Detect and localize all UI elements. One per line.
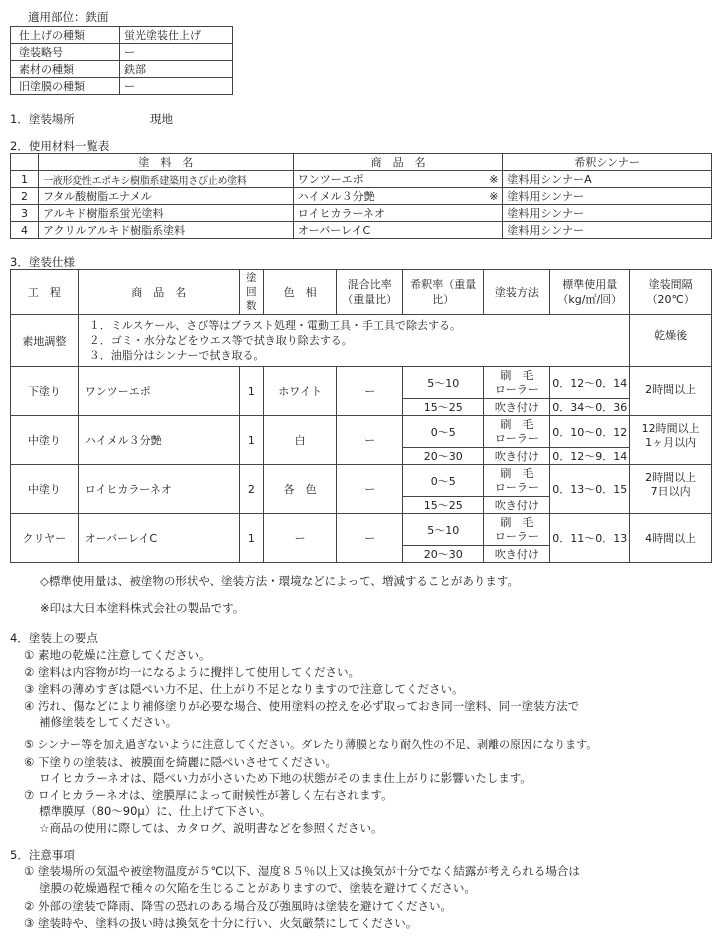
spec-process-header: 工 程 (11, 270, 79, 315)
spec-mix: ー (337, 465, 403, 514)
spec-usage-header (550, 270, 630, 315)
materials-no: 2 (11, 188, 39, 205)
spec-color: ー (263, 514, 337, 563)
spec-method: 刷 毛 ローラー (484, 416, 550, 448)
spec-product: ハイメル３分艶 (78, 416, 239, 465)
spec-usage-header-line1: 標準使用量 (562, 278, 618, 291)
materials-no: 3 (11, 205, 39, 222)
applied-area: 適用部位：鉄面 (28, 10, 109, 24)
spec-prep-interval: 乾燥後 (630, 315, 712, 367)
materials-mark (483, 222, 503, 239)
materials-no: 1 (11, 171, 39, 188)
info-row (11, 61, 233, 78)
product-mark-note: ※印は大日本塗料株式会社の製品です。 (40, 601, 245, 615)
spec-coats-header: 塗回数 (239, 270, 263, 315)
section2-title: 2．使用材料一覧表 (10, 139, 110, 153)
spec-step-row (11, 416, 712, 448)
materials-no: 4 (11, 222, 39, 239)
spec-interval-header (630, 270, 712, 315)
materials-paint: アルキド樹脂系蛍光塗料 (38, 205, 293, 222)
spec-interval: 2時間以上 7日以内 (630, 465, 712, 514)
spec-mix-header: 混合比率（重量比） (337, 270, 403, 315)
materials-row (11, 171, 712, 188)
info-row (11, 78, 233, 95)
info-key: 旧塗膜の種類 (11, 78, 120, 95)
spec-interval-header-line1: 塗装間隔 (648, 278, 693, 291)
spec-prep-row (11, 315, 712, 367)
spec-step-row (11, 367, 712, 399)
spec-dilution: 5〜10 (402, 514, 484, 546)
materials-paint: フタル酸樹脂エナメル (38, 188, 293, 205)
spec-interval: 12時間以上 1ヶ月以内 (630, 416, 712, 465)
spec-method: 吹き付け (484, 546, 550, 563)
spec-usage: 0．12〜0．14 (550, 367, 630, 399)
spec-coats: 2 (239, 465, 263, 514)
spec-step-row (11, 514, 712, 546)
materials-paint: アクリルアルキド樹脂系塗料 (38, 222, 293, 239)
section4-point: ⑥ 下塗りの塗装は、被膜面を綺麗に隠ぺいさせてください。 (24, 755, 337, 769)
spec-color: ホワイト (263, 367, 337, 416)
spec-prep-line: ３．油脂分はシンナーで拭き取る。 (88, 349, 265, 362)
spec-dilution: 20〜30 (402, 448, 484, 465)
spec-process: クリヤー (11, 514, 79, 563)
info-value: ー (120, 78, 233, 95)
spec-method: 吹き付け (484, 399, 550, 416)
spec-product: ワンツーエポ (78, 367, 239, 416)
section4-point: 標準膜厚（80〜90μ）に、仕上げて下さい。 (24, 804, 272, 818)
info-key: 仕上げの種類 (11, 27, 120, 44)
section5-point: ③ 塗装時や、塗料の扱い時は換気を十分に行い、火気厳禁にしてください。 (24, 916, 418, 930)
spec-dilution: 20〜30 (402, 546, 484, 563)
materials-table (10, 153, 712, 239)
spec-usage: 0．13〜0．15 (550, 465, 630, 514)
section4-point: ② 塗料は内容物が均一になるように攪拌して使用してください。 (24, 665, 360, 679)
spec-dilution: 0〜5 (402, 465, 484, 497)
section4-point: ⑦ ロイヒカラーネオは、塗膜厚によって耐候性が著しく左右されます。 (24, 788, 393, 802)
spec-interval: 2時間以上 (630, 367, 712, 416)
info-key: 素材の種類 (11, 61, 120, 78)
materials-product: ワンツーエポ (293, 171, 483, 188)
materials-product-header: 商 品 名 (293, 154, 503, 171)
section5-point: 塗膜の乾燥過程で種々の欠陥を生じることがありますので、塗装を避けてください。 (24, 881, 476, 895)
spec-color-header: 色 相 (263, 270, 337, 315)
spec-process: 下塗り (11, 367, 79, 416)
section5-title: 5．注意事項 (10, 848, 75, 862)
section5-point: ① 塗装場所の気温や被塗物温度が５℃以下、湿度８５％以上又は換気が十分でなく結露が考えられる場合は (24, 864, 580, 878)
materials-product: ハイメル３分艶 (293, 188, 483, 205)
spec-process: 中塗り (11, 416, 79, 465)
spec-color: 各 色 (263, 465, 337, 514)
spec-table (10, 269, 712, 563)
info-table (10, 26, 233, 95)
spec-dilution: 15〜25 (402, 399, 484, 416)
spec-coats: 1 (239, 514, 263, 563)
spec-usage: 0．11〜0．13 (550, 514, 630, 563)
section1-title: 1．塗装場所 (10, 112, 75, 126)
materials-thinner: 塗料用シンナーA (503, 171, 712, 188)
spec-interval: 4時間以上 (630, 514, 712, 563)
spec-mix: ー (337, 514, 403, 563)
section4-point: 補修塗装をしてください。 (24, 715, 178, 729)
spec-method-header: 塗装方法 (484, 270, 550, 315)
materials-mark: ※ (483, 171, 503, 188)
section4-point: ロイヒカラーネオは、隠ぺい力が小さいため下地の状態がそのまま仕上がりに影響いたします。 (24, 771, 532, 785)
spec-process: 中塗り (11, 465, 79, 514)
materials-mark (483, 205, 503, 222)
section4-point: ⑤ シンナー等を加え過ぎないように注意してください。ダレたり薄膜となり耐久性の不足、剥離の原因になります。 (24, 738, 598, 751)
spec-step-row (11, 465, 712, 497)
spec-prep-process: 素地調整 (11, 315, 79, 367)
materials-paint-header: 塗 料 名 (38, 154, 293, 171)
spec-coats: 1 (239, 416, 263, 465)
spec-color: 白 (263, 416, 337, 465)
materials-header-row (11, 154, 712, 171)
section4-point: ① 素地の乾燥に注意してください。 (24, 648, 211, 662)
materials-product: ロイヒカラーネオ (293, 205, 483, 222)
spec-method: 刷 毛 ローラー (484, 514, 550, 546)
materials-no-header (11, 154, 39, 171)
spec-prep-line: １．ミルスケール、さび等はブラスト処理・電動工具・手工具で除去する。 (88, 319, 461, 332)
section3-title: 3．塗装仕様 (10, 255, 75, 269)
materials-mark: ※ (483, 188, 503, 205)
spec-method: 刷 毛 ローラー (484, 367, 550, 399)
usage-note: ◇標準使用量は、被塗物の形状や、塗装方法・環境などによって、増減することがあります。 (40, 574, 519, 588)
materials-product: オーバーレイC (293, 222, 483, 239)
info-value: 鉄部 (120, 61, 233, 78)
spec-product: ロイヒカラーネオ (78, 465, 239, 514)
materials-row (11, 205, 712, 222)
info-row (11, 27, 233, 44)
section4-point: ④ 汚れ、傷などにより補修塗りが必要な場合、使用塗料の控えを必ず取っておき同一塗料、同一塗装方法で (24, 699, 580, 713)
info-key: 塗装略号 (11, 44, 120, 61)
info-value: 蛍光塗装仕上げ (120, 27, 233, 44)
materials-thinner: 塗料用シンナー (503, 205, 712, 222)
spec-product-header: 商 品 名 (78, 270, 239, 315)
spec-dilution: 15〜25 (402, 497, 484, 514)
spec-interval-header-line2: （20℃） (646, 293, 695, 306)
spec-usage-header-line2: （kg/㎡/回） (557, 293, 623, 306)
info-value: ー (120, 44, 233, 61)
spec-usage: 0．34〜0．36 (550, 399, 630, 416)
spec-dilution-header: 希釈率（重量比） (402, 270, 484, 315)
materials-thinner: 塗料用シンナー (503, 188, 712, 205)
section4-point: ③ 塗料の薄めすぎは隠ぺい力不足、仕上がり不足となりますので注意してください。 (24, 682, 464, 696)
materials-row (11, 188, 712, 205)
spec-usage: 0．10〜0．12 (550, 416, 630, 448)
section4-title: 4．塗装上の要点 (10, 631, 98, 645)
spec-usage: 0．12〜9．14 (550, 448, 630, 465)
spec-prep-description (78, 315, 630, 367)
materials-paint: 一液形変性エポキシ樹脂系建築用さび止め塗料 (38, 171, 293, 188)
spec-header-row (11, 270, 712, 315)
spec-method: 刷 毛 ローラー (484, 465, 550, 497)
spec-method: 吹き付け (484, 497, 550, 514)
spec-dilution: 0〜5 (402, 416, 484, 448)
spec-method: 吹き付け (484, 448, 550, 465)
info-row (11, 44, 233, 61)
materials-row (11, 222, 712, 239)
materials-thinner-header: 希釈シンナー (503, 154, 712, 171)
spec-coats: 1 (239, 367, 263, 416)
materials-thinner: 塗料用シンナー (503, 222, 712, 239)
spec-product: オーバーレイC (78, 514, 239, 563)
section1-value: 現地 (150, 112, 173, 126)
section5-point: ② 外部の塗装で降雨、降雪の恐れのある場合及び強風時は塗装を避けてください。 (24, 899, 452, 913)
spec-dilution: 5〜10 (402, 367, 484, 399)
spec-mix: ー (337, 416, 403, 465)
section4-point: ☆商品の使用に際しては、カタログ、説明書などを参照ください。 (24, 821, 383, 835)
spec-prep-line: ２．ゴミ・水分などをウエス等で拭き取り除去する。 (88, 334, 353, 347)
spec-mix: ー (337, 367, 403, 416)
